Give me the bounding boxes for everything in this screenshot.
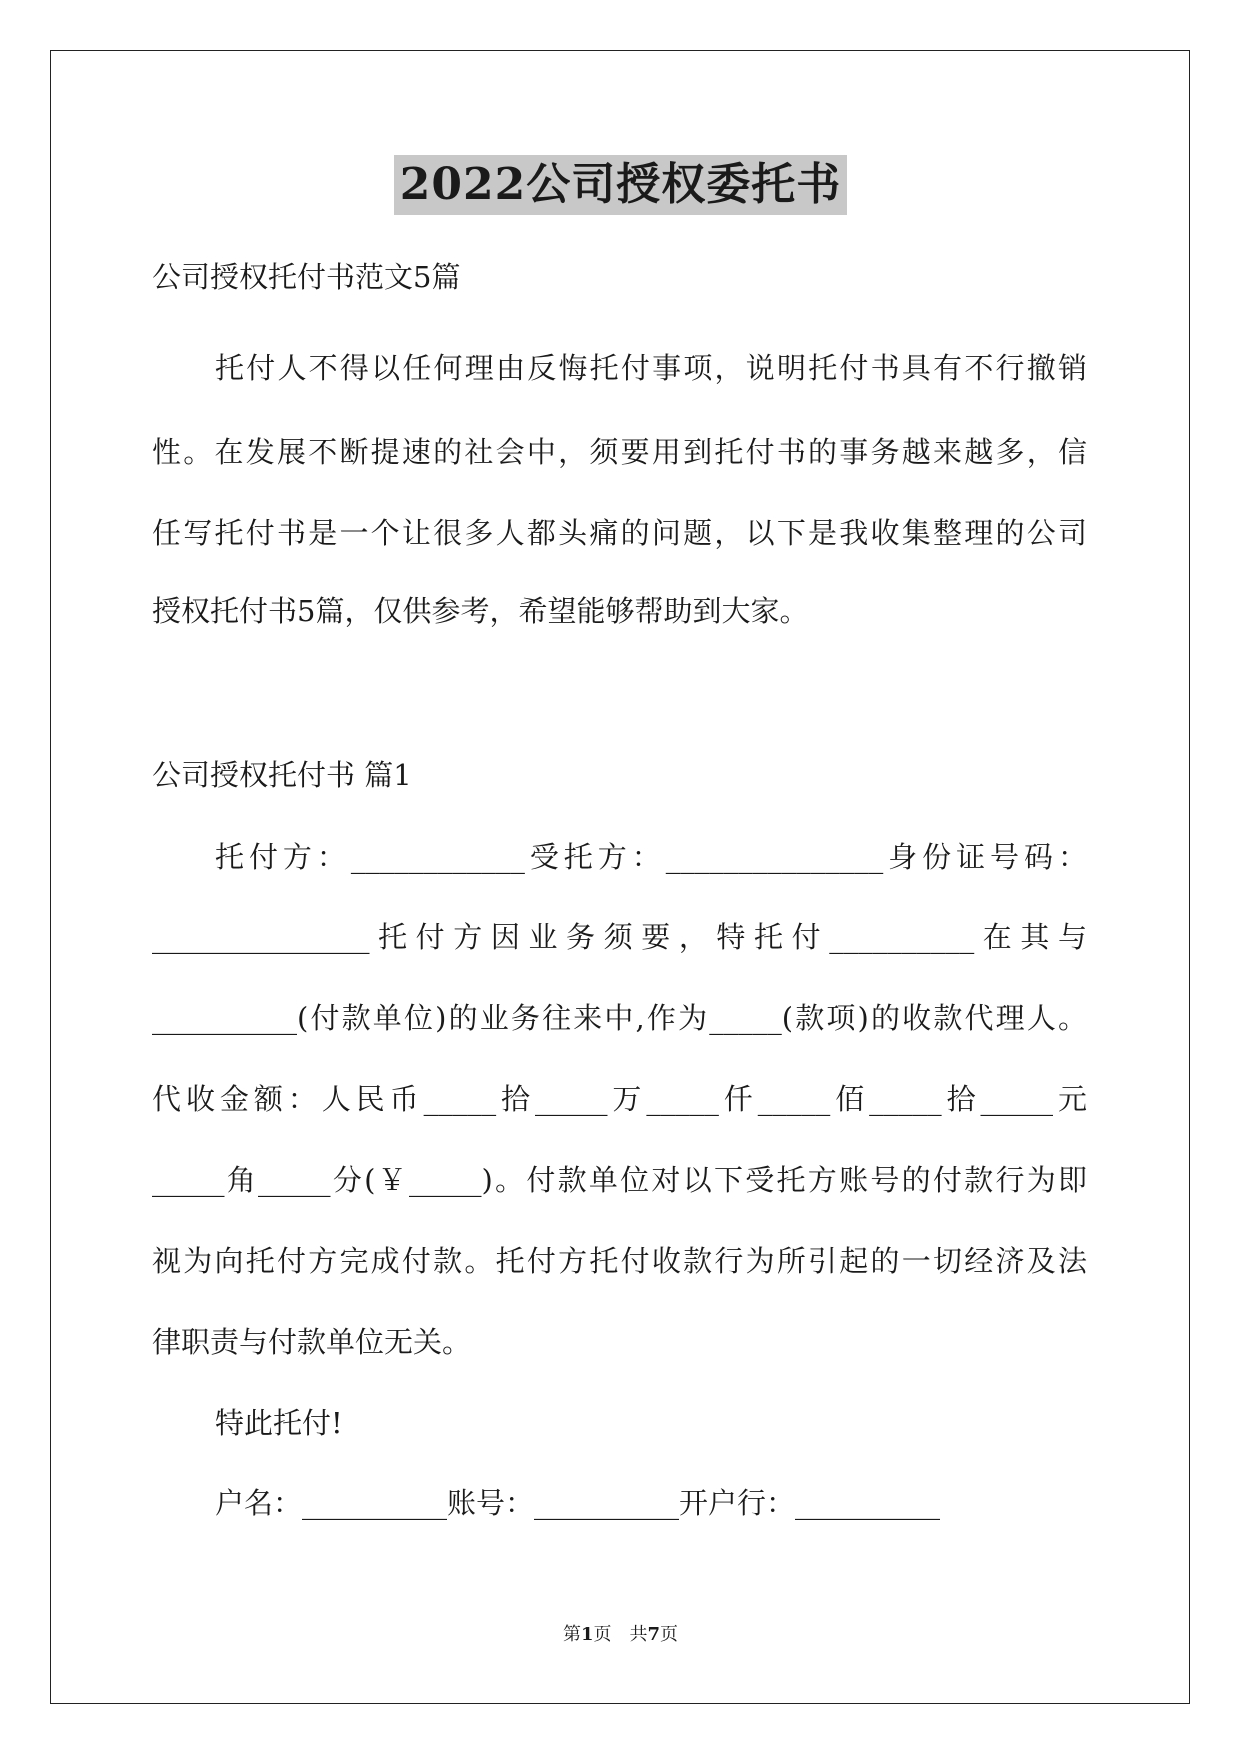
intro-paragraph-line-1: 托付人不得以任何理由反悔托付事项，说明托付书具有不行撤销: [215, 351, 1087, 385]
document-title: 2022公司授权委托书: [394, 155, 847, 215]
intro-paragraph-line-3: 任写托付书是一个让很多人都头痛的问题，以下是我收集整理的公司: [152, 516, 1087, 550]
page-footer: [0, 1623, 1241, 1647]
closing-line: 特此托付!: [215, 1406, 343, 1440]
footer-page-mid: 页 共: [593, 1624, 648, 1645]
footer-page-total: 7: [647, 1624, 661, 1645]
body-line-7: 律职责与付款单位无关。: [152, 1325, 472, 1359]
body-line-5: _____角_____分(￥_____)。付款单位对以下受托方账号的付款行为即: [152, 1163, 1087, 1197]
subtitle-line: 公司授权托付书范文5篇: [152, 260, 461, 294]
intro-paragraph-line-2: 性。在发展不断提速的社会中，须要用到托付书的事务越来越多，信: [152, 435, 1087, 469]
page-border: [50, 50, 1190, 1704]
intro-paragraph-line-4: 授权托付书5篇，仅供参考，希望能够帮助到大家。: [152, 594, 809, 628]
body-line-4: 代收金额：人民币_____拾_____万_____仟_____佰_____拾_____元: [152, 1082, 1087, 1116]
body-line-6: 视为向托付方完成付款。托付方托付收款行为所引起的一切经济及法: [152, 1244, 1087, 1278]
footer-page-suffix: 页: [660, 1624, 679, 1645]
footer-page-prefix: 第: [562, 1624, 581, 1645]
footer-page-number: 1: [580, 1624, 594, 1645]
account-fields-line: 户名：__________账号：__________开户行：__________: [215, 1486, 941, 1520]
title-block: [0, 155, 1241, 215]
body-line-3: __________(付款单位)的业务往来中,作为_____(款项)的收款代理人。: [152, 1001, 1087, 1035]
body-line-2: _______________托付方因业务须要，特托付__________在其与: [152, 920, 1087, 954]
body-line-1: 托付方：____________受托方：_______________身份证号码：: [215, 840, 1087, 874]
section-heading: 公司授权托付书 篇1: [152, 758, 412, 792]
